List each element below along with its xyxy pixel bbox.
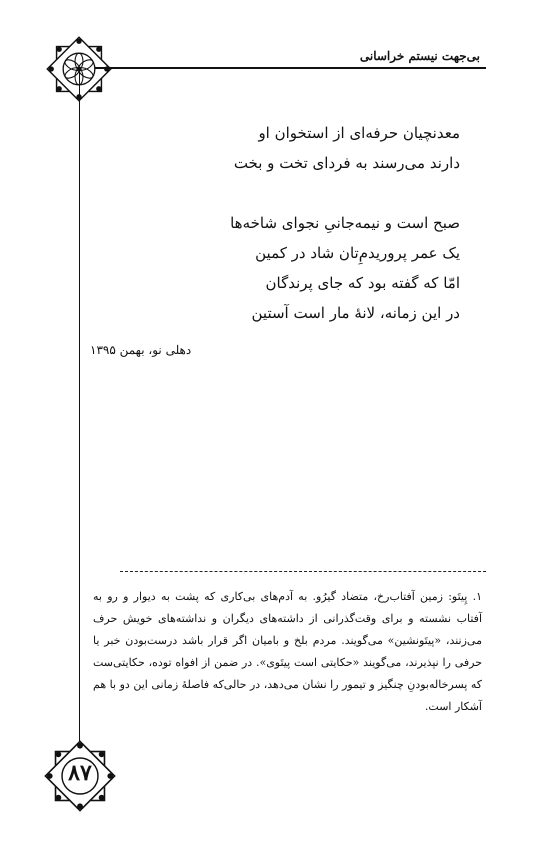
footnote: ۱. پِیتَو: زمین آفتاب‌رخ، متضاد گیرُو. به آدم‌های بی‌کاری که پشت به دیوار و رو به آفتاب نشسته و برای وقت‌گذرانی از داشته‌های دیگران و نداشته‌های خویش حرف می‌زنند، «پیتَونشین» می‌گویند. مردم بلخ و بامیان اگر قرار باشد درست‌بودن خبر یا حرفی را نپذیرند، می‌گویند «حکایتی است پیتَوی». در ضمن از افواه توده، حکایتی‌ست که پسرخاله‌بودنِ چنگیز و تیمور را نشان می‌دهد، در حالی‌که فاصلۀ زمانی این دو با هم آشکار است. <box>93 590 482 713</box>
poem-line: صبح است و نیمه‌جانیِ نجوای شاخه‌ها <box>230 214 460 232</box>
poem-line: امّا که گفته بود که جای پرندگان <box>265 274 460 292</box>
footnote-rule <box>120 571 486 572</box>
header-rule <box>95 67 486 69</box>
page-number: ۸۷ <box>68 760 92 786</box>
poem-line: در این زمانه، لانۀ مار است آستین <box>251 304 460 322</box>
margin-line <box>79 70 80 790</box>
dateline: دهلی نو، بهمن ۱۳۹۵ <box>90 343 192 357</box>
poem-line: دارند می‌رسند به فردای تخت و بخت <box>233 154 460 172</box>
running-title: بی‌جهت نیستم خراسانی <box>359 49 480 63</box>
poem <box>140 118 460 328</box>
poem-line: معدنچیان حرفه‌ای از استخوان او <box>258 124 460 142</box>
poem-line: یک عمر پروریدمِ‌تان شاد در کمین <box>255 244 460 262</box>
